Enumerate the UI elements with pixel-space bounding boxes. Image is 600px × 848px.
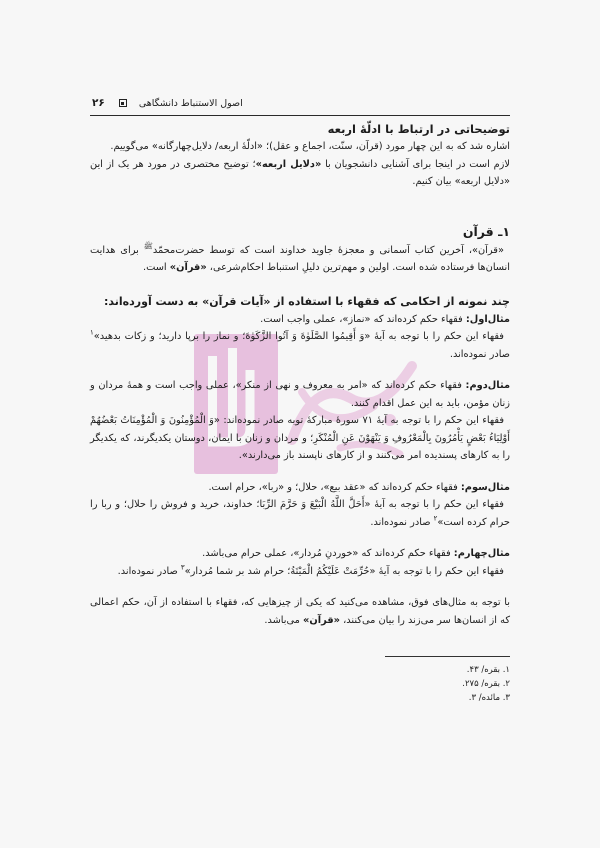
quran-text: است. xyxy=(142,262,167,273)
example-evidence xyxy=(90,496,510,531)
example-label: مثال‌سوم: xyxy=(460,481,510,493)
example-text: فقهاء حکم کرده‌اند که «امر به معروف و نهی از منکر»، عملی واجب است و همهٔ مردان و زنان مؤمن، باید به این عمل اقدام کنند. xyxy=(90,380,510,409)
running-head xyxy=(92,95,243,111)
footnote-item: ۱. بقره/ ۴۳. xyxy=(466,665,510,675)
example-text: فقهاء حکم کرده‌اند که «نماز»، عملی واجب است. xyxy=(260,313,463,325)
book-title: اصول الاستنباط دانشگاهی xyxy=(138,97,243,109)
section-heading-quran: ۱ـ قرآن xyxy=(462,223,510,239)
footnote-item: ۲. بقره/ ۲۷۵. xyxy=(462,679,510,689)
section-heading-intro: توضیحاتی در ارتباط با ادلّهٔ اربعه xyxy=(327,122,510,136)
footnote-ref: ۱ xyxy=(90,328,94,337)
example-label: مثال‌چهارم: xyxy=(453,548,510,559)
conclusion-emphasis: «قرآن» xyxy=(303,614,340,626)
example-statement xyxy=(90,479,510,497)
example-statement xyxy=(90,377,510,412)
header-rule xyxy=(90,115,510,116)
footnote-item: ۳. مائده/ ۳. xyxy=(468,693,510,703)
evidence-text: فقهاء این حکم را با توجه به آیهٔ « xyxy=(364,499,504,510)
quran-emphasis: «قرآن» xyxy=(169,262,207,273)
quran-verse: حُرِّمَتْ عَلَيْكُمُ الْمَيْتَةُ xyxy=(290,565,370,577)
evidence-text: صادر نموده‌اند. xyxy=(449,348,510,360)
evidence-text: صادر نموده‌اند. xyxy=(370,516,431,528)
intro-text: لازم است در اینجا برای آشنایی دانشجویان با xyxy=(325,158,511,170)
quran-verse: أَحَلَّ اللَّهُ الْبَيْعَ وَ حَرَّمَ الرِّبَا xyxy=(259,499,365,510)
footnote-ref: ۳ xyxy=(180,563,185,572)
example-label: مثال‌دوم: xyxy=(465,380,511,391)
evidence-text: فقهاء این حکم را با توجه به آیهٔ ۷۱ سورهٔ مبارکهٔ توبه صادر نموده‌اند: « xyxy=(213,415,504,426)
footnote-rule xyxy=(385,656,510,657)
example-4 xyxy=(90,545,510,580)
example-evidence xyxy=(90,563,510,581)
quran-paragraph xyxy=(90,242,510,277)
evidence-text: فقهاء این حکم را با توجه به آیهٔ « xyxy=(364,331,504,342)
example-3 xyxy=(90,479,510,532)
example-evidence xyxy=(90,328,510,363)
example-label: مثال‌اول: xyxy=(465,313,510,325)
example-evidence xyxy=(90,412,510,465)
evidence-text: ؛ و نماز را برپا دارید؛ و زکات بدهید» xyxy=(93,331,246,342)
evidence-text: ؛ خداوند، خرید و فروش را حلال؛ و ربا را حرام کرده است» xyxy=(90,499,510,528)
quran-verse: وَ أَقِيمُوا الصَّلَوٰةَ وَ آتُوا الزَّكَوٰةَ xyxy=(245,331,365,342)
square-ornament-icon xyxy=(119,99,127,107)
quran-verse: وَ الْمُؤْمِنُونَ وَ الْمُؤْمِنَاتُ بَعْضُهُمْ أَوْلِيَاءُ بَعْضٍ يَأْمُرُونَ بِالْمَعْرُوفِ وَ يَنْهَوْنَ عَنِ الْمُنْكَرِ xyxy=(90,415,510,444)
footnote-ref: ۲ xyxy=(433,514,438,523)
conclusion-text: می‌باشد. xyxy=(264,614,300,626)
footnotes xyxy=(90,656,510,705)
example-statement xyxy=(90,311,510,329)
honorific-glyph: ﷺ xyxy=(143,241,153,251)
intro-paragraph-2 xyxy=(90,156,510,191)
section-heading-examples: چند نمونه از احکامی که فقهاء با استفاده از «آیات قرآن» به دست آورده‌اند: xyxy=(103,294,510,308)
quran-text: «قرآن»، آخرین کتاب آسمانی و معجزهٔ جاوید خداوند است که توسط حضرت‌محمّد xyxy=(152,244,504,256)
conclusion-paragraph xyxy=(90,594,510,629)
evidence-text: ؛ حرام شد بر شما مُردار» xyxy=(184,565,291,577)
example-text: فقهاء حکم کرده‌اند که «خوردنِ مُردار»، عملی حرام می‌باشد. xyxy=(202,548,451,559)
intro-text: ؛ توضیح مختصری در مورد هر یک از این «دلایل اربعه» بیان کنیم. xyxy=(90,158,510,187)
example-2 xyxy=(90,377,510,465)
evidence-text: صادر نموده‌اند. xyxy=(117,565,178,577)
page-body xyxy=(90,120,510,705)
example-1 xyxy=(90,311,510,364)
example-text: فقهاء حکم کرده‌اند که «عقد بیع»، حلال؛ و «ربا»، حرام است. xyxy=(208,481,458,493)
intro-paragraph-1: اشاره شد که به این چهار مورد (قرآن، سنّت، اجماع و عقل)؛ «ادلّهٔ اربعه/ دلایل‌چهارگانه» می‌گوییم. xyxy=(110,141,510,152)
evidence-text: فقهاء این حکم را با توجه به آیهٔ « xyxy=(369,565,504,577)
example-statement xyxy=(90,545,510,563)
evidence-text: ؛ و مردان و زنان با ایمان، دوستان یکدیگرند، که یکدیگر را به کارهای پسندیده امر می‌کنند و از کارهای ناپسند باز می‌دارند». xyxy=(90,432,510,461)
intro-emphasis: «دلایل اربعه» xyxy=(255,158,322,170)
conclusion-text: با توجه به مثال‌های فوق، مشاهده می‌کنید که یکی از چیزهایی که، فقهاء با استفاده از آن، حکم اعمالی که از انسان‌ها سر می‌زند را بیان می‌کنند، xyxy=(90,597,510,626)
page-number: ۲۶ xyxy=(92,97,105,109)
quran-text: برای هدایت انسان‌ها فرستاده شده است. اولین و مهم‌ترین دلیلِ استنباط احکام‌شرعی، xyxy=(90,244,510,273)
